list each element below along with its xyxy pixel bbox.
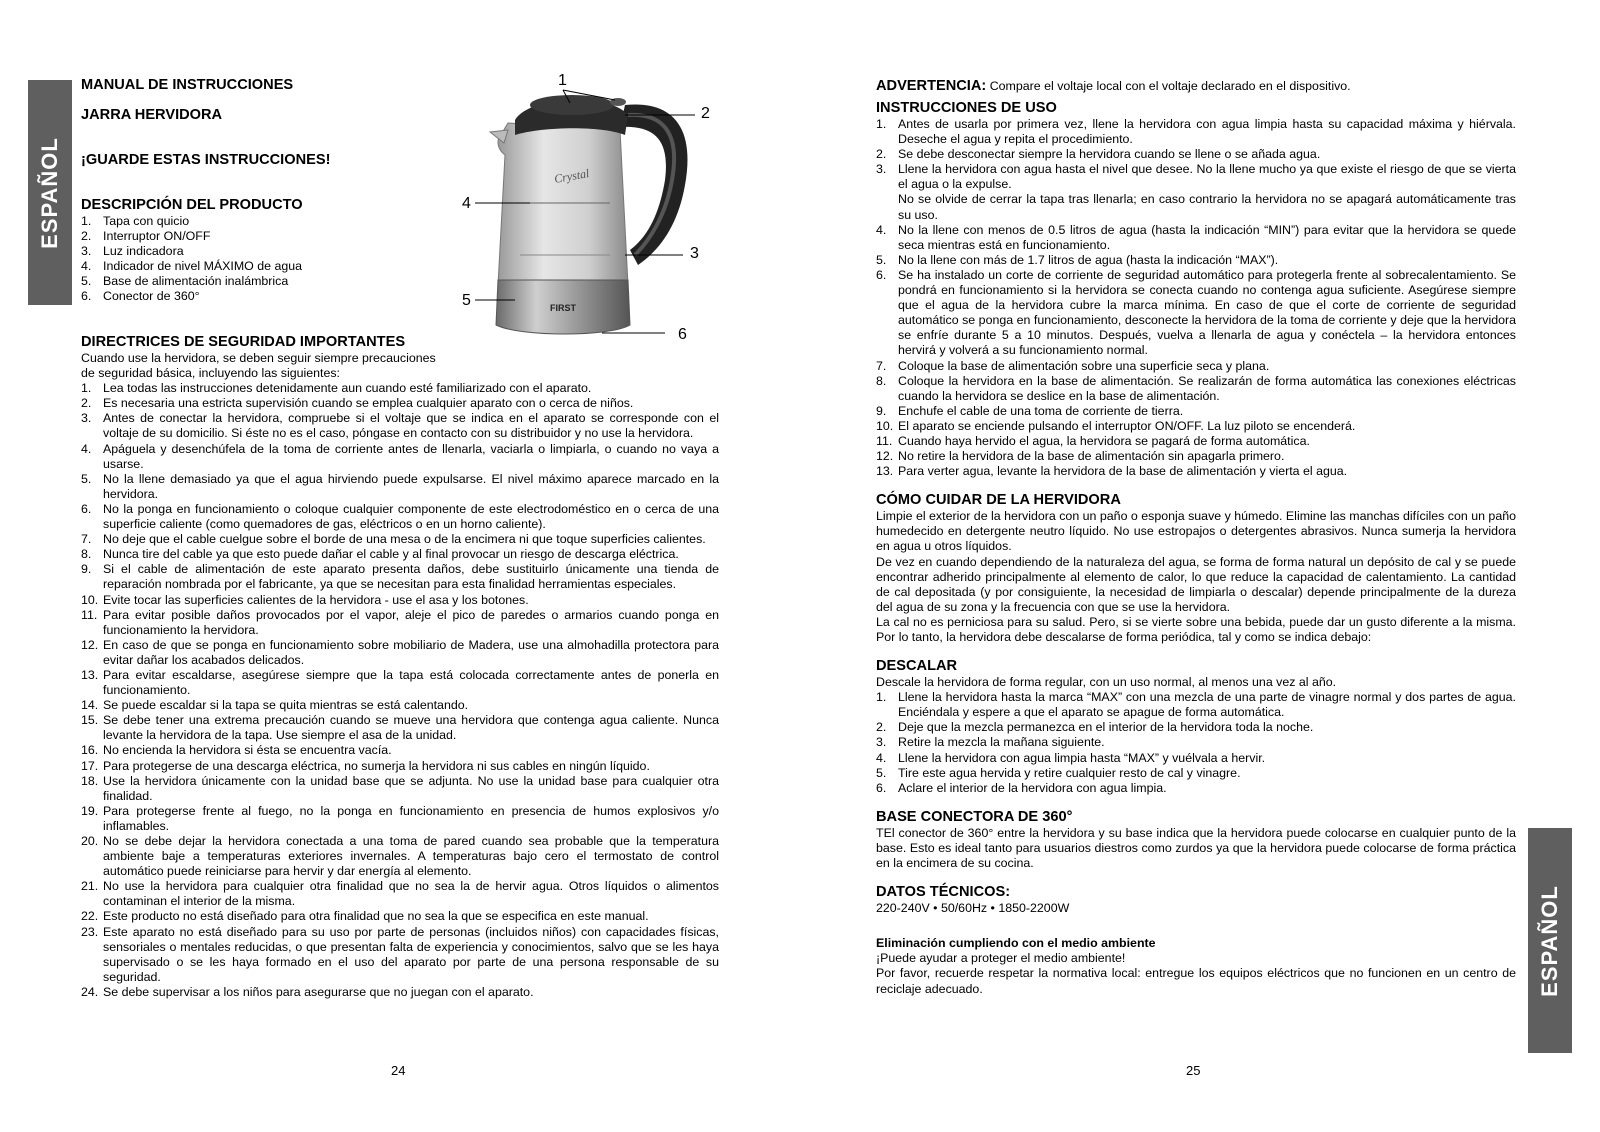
list-item: 4. No la llene con menos de 0.5 litros de agua (hasta la indicación “MIN”) para evitar que la hervidora se quede seca mientras está en funcionamiento.	[876, 222, 1516, 252]
right-page-text	[876, 78, 1516, 997]
tech-heading: DATOS TÉCNICOS:	[876, 884, 1011, 901]
safety-section	[81, 334, 719, 1000]
list-item: 12. En caso de que se ponga en funcionamiento sobre mobiliario de Madera, use una almohadilla protectora para evitar dañar los acabados delicados.	[81, 637, 719, 667]
manual-title: MANUAL DE INSTRUCCIONES	[81, 77, 294, 93]
descale-list	[876, 690, 1516, 796]
list-item: 4. Indicador de nivel MÁXIMO de agua	[81, 259, 303, 274]
base-connector-text: TEl conector de 360° entre la hervidora y su base indica que la hervidora puede colocarse en cualquier punto de la base. Esto es ideal tanto para usuarios diestros como zurdos ya que la hervidora puede colocarse de forma práctica en la encimera de su cocina.	[876, 825, 1516, 871]
callout-4: 4	[462, 195, 471, 212]
list-item: 21. No use la hervidora para cualquier otra finalidad que no sea la de hervir agua. Otros líquidos o alimentos contaminan el interior de la misma.	[81, 879, 719, 909]
list-item: 4. Apáguela y desenchúfela de la toma de corriente antes de llenarla, vaciarla o limpiarla, o cuando no vaya a usarse.	[81, 441, 719, 471]
kettle-illustration	[460, 75, 730, 355]
list-item: 13. Para verter agua, levante la hervidora de la base de alimentación y vierta el agua.	[876, 464, 1348, 479]
list-item: 7. No deje que el cable cuelgue sobre el borde de una mesa o de la encimera ni que toque superficies calientes.	[81, 532, 706, 547]
side-tab-label: ESPAÑOL	[1537, 884, 1562, 997]
list-item: 19. Para protegerse frente al fuego, no la ponga en funcionamiento en presencia de humos explosivos y/o inflamables.	[81, 803, 719, 833]
list-item: 17. Para protegerse de una descarga eléctrica, no sumerja la hervidora ni sus cables en ningún líquido.	[81, 758, 650, 773]
list-item: 24. Se debe supervisar a los niños para asegurarse que no juegan con el aparato.	[81, 984, 534, 999]
list-item: 5. No la llene demasiado ya que el agua hirviendo puede expulsarse. El nivel máximo aparece marcado en la hervidora.	[81, 471, 719, 501]
list-item: 14. Se puede escaldar si la tapa se quita mientras se está calentando.	[81, 698, 469, 713]
list-item: 22. Este producto no está diseñado para otra finalidad que no sea la que se especifica en este manual.	[81, 909, 649, 924]
list-item: 6. Aclare el interior de la hervidora con agua limpia.	[876, 780, 1167, 795]
environment-text: ¡Puede ayudar a proteger el medio ambiente!	[876, 951, 1126, 966]
side-tab-label: ESPAÑOL	[37, 136, 62, 249]
page-number-right: 25	[1186, 1063, 1201, 1078]
base-connector-heading: BASE CONECTORA DE 360°	[876, 808, 1073, 825]
list-item: 1. Tapa con quicio	[81, 214, 190, 228]
list-item: 13. Para evitar escaldarse, asegúrese siempre que la tapa está colocada correctamente antes de ponerla en funcionamiento.	[81, 667, 719, 698]
list-item: 3. Luz indicadora	[81, 244, 184, 259]
list-item: 8. Nunca tire del cable ya que esto puede dañar el cable y al final provocar un riesgo de descarga eléctrica.	[81, 547, 679, 562]
care-heading: CÓMO CUIDAR DE LA HERVIDORA	[876, 492, 1121, 509]
list-item: 7. Coloque la base de alimentación sobre una superficie seca y plana.	[876, 358, 1270, 373]
list-item: 6. No la ponga en funcionamiento o coloque cualquier componente de este electrodoméstico en o cerca de una superficie caliente (como quemadores de gas, eléctricos o en un horno caliente).	[81, 501, 719, 532]
safety-list	[81, 381, 719, 1000]
side-tab-right	[1528, 828, 1572, 1053]
side-tab-left	[28, 80, 72, 305]
list-item: 16. No encienda la hervidora si ésta se encuentra vacía.	[81, 743, 392, 758]
list-item: 20. No se debe dejar la hervidora conectada a una toma de pared cuando sea probable que la temperatura ambiente baje a temperaturas exteriores invernales. A temperaturas bajo cero el termostato de control automático puede reiniciarse para hervir y dar energía al elemento.	[81, 834, 719, 879]
descale-heading: DESCALAR	[876, 658, 958, 675]
list-item: 6. Se ha instalado un corte de corriente de seguridad automático para protegerla frente al sobrecalentamiento. Se pondrá en funcionamiento si la hervidora se conecta cuando no contenga agua suficiente. Asegúrese siempre que el agua de la hervidora cubre la marca mínima. En caso de que el corte de corriente de seguridad automático se ponga en funcionamiento, desconecte la hervidora de la toma de corriente y deje que la hervidora se enfríe durante 5 a 10 minutos. Después, vuelva a llenarla de agua y conéctela – la hervidora entonces hervirá y volverá a su funcionamiento normal.	[876, 267, 1516, 358]
list-item: 11. Para evitar posible daños provocados por el vapor, aleje el pico de paredes o armarios cuando ponga en funcionamiento la hervidora.	[81, 607, 719, 637]
environment-text: Por favor, recuerde respetar la normativa local: entregue los equipos eléctricos que no funcionen en un centro de reciclaje adecuado.	[876, 966, 1516, 996]
list-item: 12. No retire la hervidora de la base de alimentación sin apagarla primero.	[876, 449, 1285, 464]
list-item: 10. El aparato se enciende pulsando el interruptor ON/OFF. La luz piloto se encenderá.	[876, 418, 1356, 433]
list-item: 2. Deje que la mezcla permanezca en el interior de la hervidora toda la noche.	[876, 720, 1314, 735]
callout-1: 1	[558, 72, 567, 89]
kettle-logo-text: Crystal	[553, 166, 591, 186]
list-item: 8. Coloque la hervidora en la base de alimentación. Se realizarán de forma automática las conexiones eléctricas cuando la hervidora se deslice en la base de alimentación.	[876, 373, 1516, 403]
save-instructions-title: ¡GUARDE ESTAS INSTRUCCIONES!	[81, 152, 331, 168]
use-heading: INSTRUCCIONES DE USO	[876, 100, 1057, 116]
description-list	[81, 214, 461, 305]
list-item: 5. No la llene con más de 1.7 litros de agua (hasta la indicación “MAX”).	[876, 252, 1279, 267]
product-title: JARRA HERVIDORA	[81, 107, 223, 123]
list-item: 2. Es necesaria una estricta supervisión cuando se emplea cualquier aparato con o cerca de niños.	[81, 396, 634, 411]
safety-intro: Cuando use la hervidora, se deben seguir siempre precauciones	[81, 351, 436, 365]
list-item: 5. Tire este agua hervida y retire cualquier resto de cal y vinagre.	[876, 765, 1241, 780]
list-item: 1. Lea todas las instrucciones detenidamente aun cuando esté familiarizado con el aparato.	[81, 381, 592, 396]
left-top-text	[81, 77, 461, 305]
care-paragraph: La cal no es perniciosa para su salud. Pero, si se vierte sobre una bebida, puede dar un gusto diferente a la misma. Por lo tanto, la hervidora debe descalarse de forma periódica, tal y como se indica debajo:	[876, 614, 1516, 644]
care-paragraph: De vez en cuando dependiendo de la naturaleza del agua, se forma de forma natural un depósito de cal y se puede encontrar adherido principalmente al elemento de calor, lo que reduce la capacidad de calentamiento. La cantidad de cal depositada (y por consiguiente, la necesidad de limpiarla o descalar) depende principalmente de la dureza del agua de su zona y la frecuencia con que se use la hervidora.	[876, 554, 1516, 614]
warning-line	[876, 78, 1516, 95]
callout-6: 6	[678, 326, 687, 343]
page-number-left: 24	[391, 1063, 406, 1078]
list-item: 9. Enchufe el cable de una toma de corriente de tierra.	[876, 403, 1184, 418]
kettle-handle	[620, 104, 688, 265]
list-item: 10. Evite tocar las superficies calientes de la hervidora - use el asa y los botones.	[81, 592, 529, 607]
warning-label: ADVERTENCIA:	[876, 78, 987, 94]
callout-2: 2	[701, 105, 710, 122]
safety-intro: de seguridad básica, incluyendo las siguientes:	[81, 366, 340, 381]
list-item: 23. Este aparato no está diseñado para su uso por parte de personas (incluidos niños) con capacidades físicas, sensoriales o mentales reducidas, o que presentan falta de experiencia y conocimientos, salvo que se les haya supervisado o se les haya formado en el uso del aparato por parte de una persona responsable de su seguridad.	[81, 924, 719, 984]
list-item: 3. Llene la hervidora con agua hasta el nivel que desee. No la llene mucho ya que existe el riesgo de que se vierta el agua o la expulse. No se olvide de cerrar la tapa tras llenarla; en caso contrario la hervidora no se apagará automáticamente tras su uso.	[876, 162, 1516, 222]
kettle-brand-text: FIRST	[550, 303, 576, 313]
list-item: 5. Base de alimentación inalámbrica	[81, 274, 289, 289]
list-item: 1. Llene la hervidora hasta la marca “MAX” con una mezcla de una parte de vinagre normal y dos partes de agua. Enciéndala y espere a que el aparato se apague de forma automática.	[876, 690, 1516, 720]
kettle-glass-body	[498, 123, 628, 285]
description-heading: DESCRIPCIÓN DEL PRODUCTO	[81, 197, 303, 213]
list-item: 3. Antes de conectar la hervidora, compruebe si el voltaje que se indica en el aparato se corresponde con el voltaje de su domicilio. Si éste no es el caso, póngase en contacto con su distribuidor y no use la hervidora.	[81, 411, 719, 441]
environment-heading: Eliminación cumpliendo con el medio ambiente	[876, 936, 1156, 951]
list-item: 11. Cuando haya hervido el agua, la hervidora se pagará de forma automática.	[876, 433, 1310, 448]
list-item: 15. Se debe tener una extrema precaución cuando se mueve una hervidora que contenga agua caliente. Nunca levante la hervidora de la tapa. Use siempre el asa de la unidad.	[81, 713, 719, 743]
use-list	[876, 117, 1516, 479]
callout-3: 3	[690, 245, 699, 262]
care-paragraph: Limpie el exterior de la hervidora con un paño o esponja suave y húmedo. Elimine las manchas difíciles con un paño humedecido en detergente neutro líquido. No use estropajos o detergentes abrasivos. Nunca sumerja la hervidora en agua u otros líquidos.	[876, 509, 1516, 554]
list-item: 18. Use la hervidora únicamente con la unidad base que se adjunta. No use la unidad base para cualquier otra finalidad.	[81, 773, 719, 803]
tech-specs: 220-240V • 50/60Hz • 1850-2200W	[876, 901, 1070, 916]
safety-heading: DIRECTRICES DE SEGURIDAD IMPORTANTES	[81, 334, 406, 350]
list-item: 6. Conector de 360°	[81, 289, 200, 304]
callout-5: 5	[462, 292, 471, 309]
list-item: 1. Antes de usarla por primera vez, llene la hervidora con agua limpia hasta su capacidad máxima y hiérvala. Deseche el agua y repita el procedimiento.	[876, 117, 1516, 147]
list-item: 4. Llene la hervidora con agua limpia hasta “MAX” y vuélvala a hervir.	[876, 750, 1266, 765]
descale-intro: Descale la hervidora de forma regular, con un uso normal, al menos una vez al año.	[876, 675, 1337, 690]
list-item: 2. Interruptor ON/OFF	[81, 229, 211, 244]
warning-text: Compare el voltaje local con el voltaje declarado en el dispositivo.	[986, 79, 1351, 93]
list-item: 2. Se debe desconectar siempre la hervidora cuando se llene o se añada agua.	[876, 147, 1321, 162]
list-item: 3. Retire la mezcla la mañana siguiente.	[876, 735, 1105, 750]
list-item: 9. Si el cable de alimentación de este aparato presenta daños, debe sustituirlo únicamente una tienda de reparación nombrada por el fabricante, ya que se necesitan para esta finalidad herramientas especiales.	[81, 562, 719, 592]
